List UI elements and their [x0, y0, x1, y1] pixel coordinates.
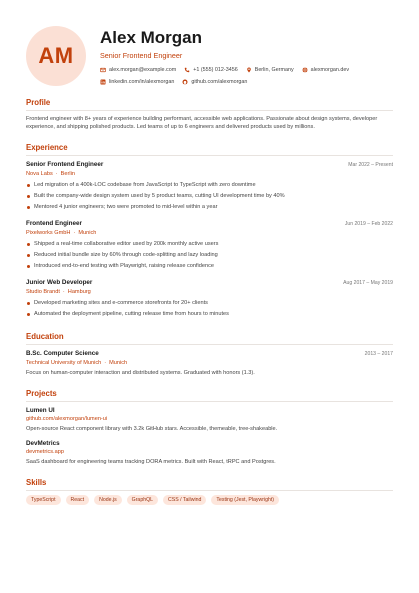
job-dates: Jun 2019 – Feb 2022 — [344, 221, 393, 227]
contact-github[interactable] — [182, 78, 247, 86]
job-location: Berlin — [60, 171, 75, 177]
job-company: Pixelworks GmbH — [26, 230, 71, 236]
job-company-line: Studio Brandt · Hamburg — [26, 289, 91, 295]
contact-website[interactable] — [302, 66, 349, 74]
school-location: Munich — [109, 360, 128, 366]
skills-heading: Skills — [26, 478, 47, 487]
projects-section — [26, 389, 393, 466]
skill-chip: TypeScript — [26, 495, 61, 505]
candidate-name: Alex Morgan — [100, 28, 203, 47]
section-divider — [26, 110, 393, 111]
education-description: Focus on human-computer interaction and distributed systems. Graduated with honors (1.3). — [26, 370, 255, 376]
job-bullets — [26, 298, 393, 320]
contact-location-text: Berlin, Germany — [254, 67, 294, 73]
profile-section — [26, 98, 393, 131]
phone-icon — [184, 67, 190, 73]
contact-linkedin[interactable] — [100, 78, 174, 86]
experience-item — [26, 278, 393, 320]
contact-list — [100, 66, 393, 86]
bullet-item: Developed marketing sites and e-commerce storefronts for 20+ clients — [26, 298, 393, 309]
experience-item — [26, 219, 393, 272]
skill-chip: GraphQL — [127, 495, 158, 505]
skills-section — [26, 478, 393, 505]
email-icon — [100, 67, 106, 73]
job-title: Senior Frontend Engineer — [26, 161, 104, 168]
skill-chip: Node.js — [94, 495, 122, 505]
headline: Senior Frontend Engineer — [100, 51, 183, 60]
avatar: AM — [26, 26, 86, 86]
job-title: Junior Web Developer — [26, 279, 93, 286]
project-item — [26, 439, 393, 466]
job-company-line: Pixelworks GmbH · Munich — [26, 230, 97, 236]
job-dates: Aug 2017 – May 2019 — [343, 280, 393, 286]
bullet-item: Automated the deployment pipeline, cutting release time from hours to minutes — [26, 309, 393, 320]
bullet-item: Mentored 4 junior engineers; two were promoted to mid-level within a year — [26, 202, 393, 213]
bullet-item: Reduced initial bundle size by 60% through code-splitting and lazy loading — [26, 250, 393, 261]
contact-email-text: alex.morgan@example.com — [109, 67, 177, 73]
job-company: Studio Brandt — [26, 289, 60, 295]
project-item — [26, 406, 393, 433]
education-item — [26, 349, 393, 377]
bullet-item: Built the company-wide design system used by 5 product teams, cutting UI development time by 40% — [26, 191, 393, 202]
job-dates: Mar 2022 – Present — [348, 162, 393, 168]
skill-chip: Testing (Jest, Playwright) — [211, 495, 279, 505]
contact-email[interactable] — [100, 66, 176, 74]
projects-heading: Projects — [26, 389, 57, 398]
project-link[interactable]: github.com/alexmorgan/lumen-ui — [26, 416, 108, 422]
degree-title: B.Sc. Computer Science — [26, 350, 99, 357]
section-divider — [26, 155, 393, 156]
contact-phone[interactable] — [184, 66, 238, 74]
contact-github-text: github.com/alexmorgan — [191, 79, 248, 85]
experience-heading: Experience — [26, 143, 68, 152]
school-line: Technical University of Munich · Munich — [26, 360, 128, 366]
skill-chips — [26, 495, 393, 505]
bullet-item: Shipped a real-time collaborative editor used by 200k monthly active users — [26, 239, 393, 250]
bullet-item: Led migration of a 400k-LOC codebase from JavaScript to TypeScript with zero downtime — [26, 180, 393, 191]
project-description: Open-source React component library with 3.2k GitHub stars. Accessible, themeable, tree-shakeable. — [26, 426, 278, 432]
contact-website-text: alexmorgan.dev — [310, 67, 350, 73]
contact-linkedin-text: linkedin.com/in/alexmorgan — [109, 79, 175, 85]
experience-item — [26, 160, 393, 213]
experience-section — [26, 143, 393, 320]
project-description: SaaS dashboard for engineering teams tracking DORA metrics. Built with React, tRPC and Postgres. — [26, 459, 276, 465]
job-company-line: Nova Labs · Berlin — [26, 171, 75, 177]
job-company: Nova Labs — [26, 171, 53, 177]
section-divider — [26, 401, 393, 402]
skill-chip: React — [66, 495, 90, 505]
education-section — [26, 332, 393, 377]
profile-summary: Frontend engineer with 8+ years of experience building performant, accessible web applications. Passionate about design systems, developer experience, and shipping polished products. Led teams of up to 6 engineers and delivered products used by millions. — [26, 116, 378, 130]
job-location: Hamburg — [67, 289, 91, 295]
contact-location — [246, 66, 294, 74]
header-info — [100, 24, 393, 86]
contact-phone-text: +1 (555) 012-3456 — [193, 67, 238, 73]
school-name: Technical University of Munich — [26, 360, 102, 366]
resume-header — [26, 24, 393, 86]
bullet-item: Introduced end-to-end testing with Playwright, raising release confidence — [26, 261, 393, 272]
job-bullets — [26, 180, 393, 213]
project-name: Lumen UI — [26, 407, 55, 414]
skill-chip: CSS / Tailwind — [163, 495, 206, 505]
location-icon — [246, 67, 252, 73]
linkedin-icon — [100, 79, 106, 85]
job-bullets — [26, 239, 393, 272]
profile-heading: Profile — [26, 98, 51, 107]
education-dates: 2013 – 2017 — [364, 351, 393, 357]
github-icon — [182, 79, 188, 85]
project-name: DevMetrics — [26, 440, 60, 447]
education-heading: Education — [26, 332, 64, 341]
section-divider — [26, 490, 393, 491]
section-divider — [26, 344, 393, 345]
globe-icon — [302, 67, 308, 73]
job-title: Frontend Engineer — [26, 220, 82, 227]
job-location: Munich — [78, 230, 97, 236]
project-link[interactable]: devmetrics.app — [26, 449, 64, 455]
